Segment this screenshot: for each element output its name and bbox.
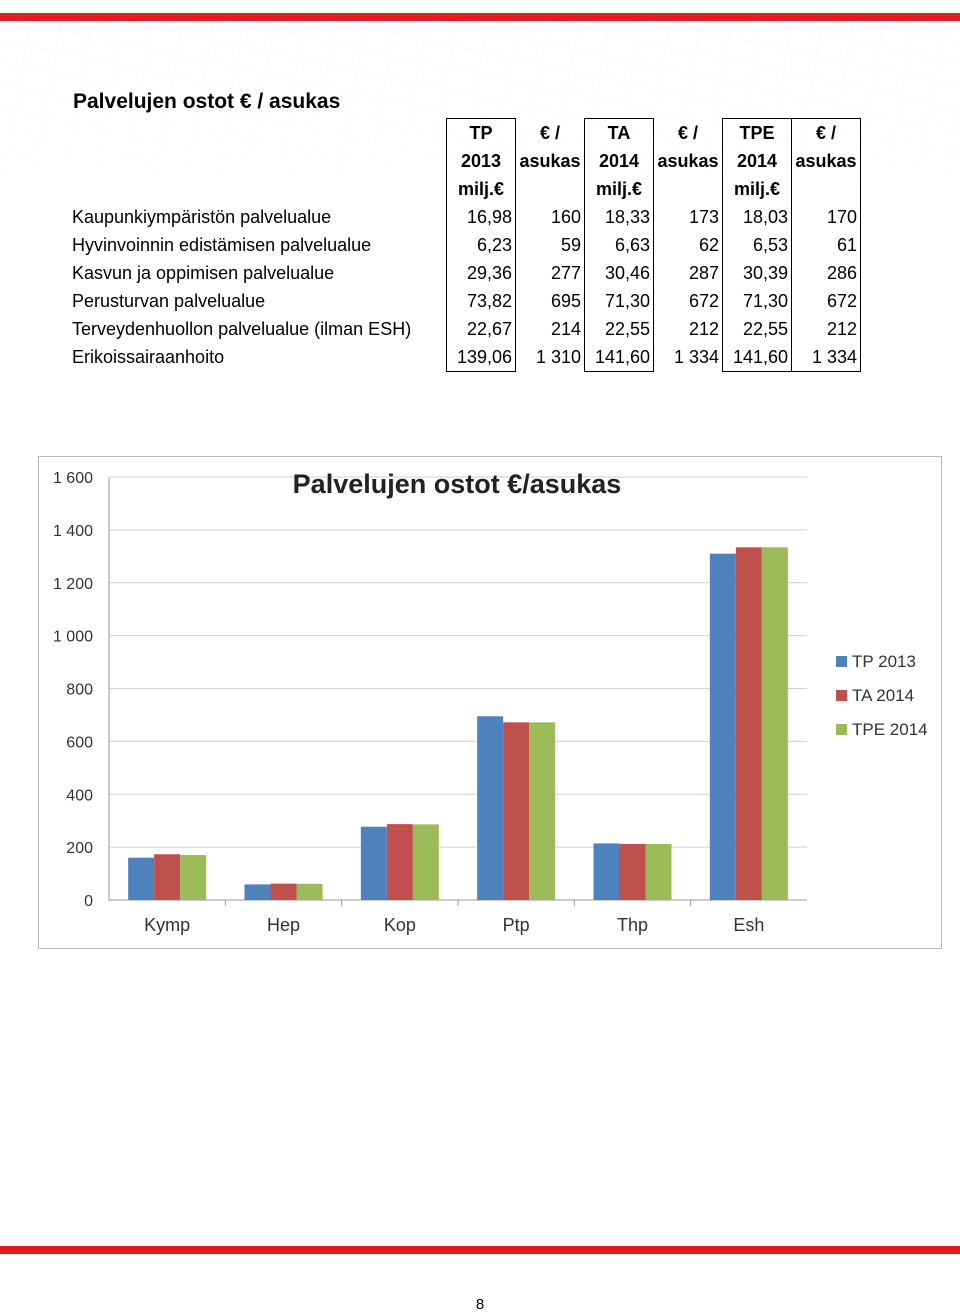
cell: 141,60 bbox=[723, 343, 792, 372]
data-table bbox=[68, 118, 861, 372]
row-label: Hyvinvoinnin edistämisen palvelualue bbox=[72, 235, 372, 255]
page-title: Palvelujen ostot € / asukas bbox=[73, 90, 341, 113]
row-label: Perusturvan palvelualue bbox=[72, 291, 266, 311]
bar-kymp-tpe-2014 bbox=[180, 855, 206, 900]
bar-ptp-tp-2013 bbox=[477, 716, 503, 900]
bottom-red-bar bbox=[0, 1246, 960, 1254]
y-tick-label: 1 400 bbox=[52, 522, 93, 540]
table-header-ta-2014-per-resident: € / asukas bbox=[657, 122, 719, 171]
table-header-tp-2013-per-resident: € / asukas bbox=[519, 122, 581, 171]
cell: 287 bbox=[688, 263, 719, 283]
cell: 73,82 bbox=[447, 287, 516, 315]
cell: 212 bbox=[688, 319, 719, 339]
table-row bbox=[68, 315, 861, 343]
table-header-row bbox=[68, 119, 861, 204]
legend-label: TP 2013 bbox=[852, 652, 916, 671]
bar-hep-tpe-2014 bbox=[297, 884, 323, 900]
legend-swatch bbox=[836, 724, 847, 735]
chart-frame bbox=[38, 456, 942, 949]
cell: 30,39 bbox=[723, 259, 792, 287]
cell: 30,46 bbox=[585, 259, 654, 287]
cell: 59 bbox=[560, 235, 581, 255]
bar-thp-ta-2014 bbox=[620, 844, 646, 900]
x-tick-label: Kymp bbox=[144, 915, 191, 935]
cell: 286 bbox=[792, 259, 861, 287]
x-tick-label: Kop bbox=[383, 915, 416, 935]
table-row bbox=[68, 287, 861, 315]
cell: 71,30 bbox=[723, 287, 792, 315]
row-label: Kaupunkiympäristön palvelualue bbox=[72, 207, 332, 227]
y-tick-label: 400 bbox=[66, 787, 93, 805]
table-row bbox=[68, 343, 861, 372]
x-axis-ticks bbox=[144, 900, 764, 935]
cell: 160 bbox=[550, 207, 581, 227]
y-tick-label: 800 bbox=[66, 681, 93, 699]
row-label: Erikoissairaanhoito bbox=[72, 347, 225, 368]
legend-label: TPE 2014 bbox=[852, 720, 928, 739]
bar-kymp-ta-2014 bbox=[154, 854, 180, 900]
x-tick-label: Thp bbox=[616, 915, 649, 935]
y-tick-label: 200 bbox=[66, 840, 93, 858]
cell: 672 bbox=[792, 287, 861, 315]
table-header-tpe-2014-per-resident: € / asukas bbox=[792, 119, 861, 204]
y-axis-ticks bbox=[53, 470, 93, 910]
cell: 1 334 bbox=[792, 343, 861, 372]
cell: 22,67 bbox=[447, 315, 516, 343]
bar-hep-ta-2014 bbox=[271, 884, 297, 900]
bar-esh-tp-2013 bbox=[710, 554, 736, 900]
cell: 22,55 bbox=[585, 315, 654, 343]
y-tick-label: 1 200 bbox=[52, 575, 93, 593]
cell: 61 bbox=[792, 231, 861, 259]
x-tick-label: Ptp bbox=[502, 915, 530, 935]
chart-title: Palvelujen ostot €/asukas bbox=[292, 469, 622, 499]
bar-kop-tp-2013 bbox=[361, 827, 387, 900]
cell: 6,53 bbox=[723, 231, 792, 259]
bar-ptp-tpe-2014 bbox=[529, 722, 555, 900]
cell: 212 bbox=[792, 315, 861, 343]
bar-esh-tpe-2014 bbox=[762, 547, 788, 900]
bar-thp-tp-2013 bbox=[594, 843, 620, 900]
bar-hep-tp-2013 bbox=[245, 884, 271, 900]
cell: 6,23 bbox=[447, 231, 516, 259]
bar-kop-tpe-2014 bbox=[413, 824, 439, 900]
cell: 1 310 bbox=[535, 347, 581, 368]
x-tick-label: Esh bbox=[733, 915, 765, 935]
y-tick-label: 0 bbox=[84, 893, 93, 910]
legend bbox=[836, 652, 928, 739]
row-label: Kasvun ja oppimisen palvelualue bbox=[72, 263, 335, 283]
table-header-ta-2014-milj: TA 2014 milj.€ bbox=[585, 119, 654, 204]
cell: 18,33 bbox=[585, 203, 654, 231]
cell: 672 bbox=[688, 291, 719, 311]
cell: 139,06 bbox=[447, 343, 516, 372]
bar-kymp-tp-2013 bbox=[128, 858, 154, 900]
table-header-tpe-2014-milj: TPE 2014 milj.€ bbox=[723, 119, 792, 204]
table-row bbox=[68, 203, 861, 231]
cell: 214 bbox=[550, 319, 581, 339]
table-row bbox=[68, 259, 861, 287]
legend-swatch bbox=[836, 656, 847, 667]
cell: 170 bbox=[792, 203, 861, 231]
cell: 16,98 bbox=[447, 203, 516, 231]
table-header-blank bbox=[68, 119, 447, 204]
y-tick-label: 1 600 bbox=[52, 470, 93, 487]
y-tick-label: 600 bbox=[66, 734, 93, 752]
cell: 1 334 bbox=[673, 347, 719, 368]
cell: 71,30 bbox=[585, 287, 654, 315]
y-tick-label: 1 000 bbox=[52, 628, 93, 646]
page-number: 8 bbox=[475, 1296, 485, 1313]
row-label: Terveydenhuollon palvelualue (ilman ESH) bbox=[72, 319, 412, 339]
bar-kop-ta-2014 bbox=[387, 824, 413, 900]
legend-label: TA 2014 bbox=[852, 686, 915, 705]
cell: 277 bbox=[550, 263, 581, 283]
cell: 62 bbox=[698, 235, 719, 255]
cell: 29,36 bbox=[447, 259, 516, 287]
bar-ptp-ta-2014 bbox=[503, 722, 529, 900]
table-header-tp-2013-milj: TP 2013 milj.€ bbox=[447, 119, 516, 204]
cell: 22,55 bbox=[723, 315, 792, 343]
cell: 6,63 bbox=[585, 231, 654, 259]
bar-thp-tpe-2014 bbox=[646, 844, 672, 900]
legend-swatch bbox=[836, 690, 847, 701]
table-row bbox=[68, 231, 861, 259]
bar-chart bbox=[39, 457, 941, 948]
cell: 141,60 bbox=[585, 343, 654, 372]
cell: 173 bbox=[688, 207, 719, 227]
bar-esh-ta-2014 bbox=[736, 547, 762, 900]
gridlines bbox=[109, 477, 807, 900]
cell: 695 bbox=[550, 291, 581, 311]
x-tick-label: Hep bbox=[266, 915, 301, 935]
cell: 18,03 bbox=[723, 203, 792, 231]
